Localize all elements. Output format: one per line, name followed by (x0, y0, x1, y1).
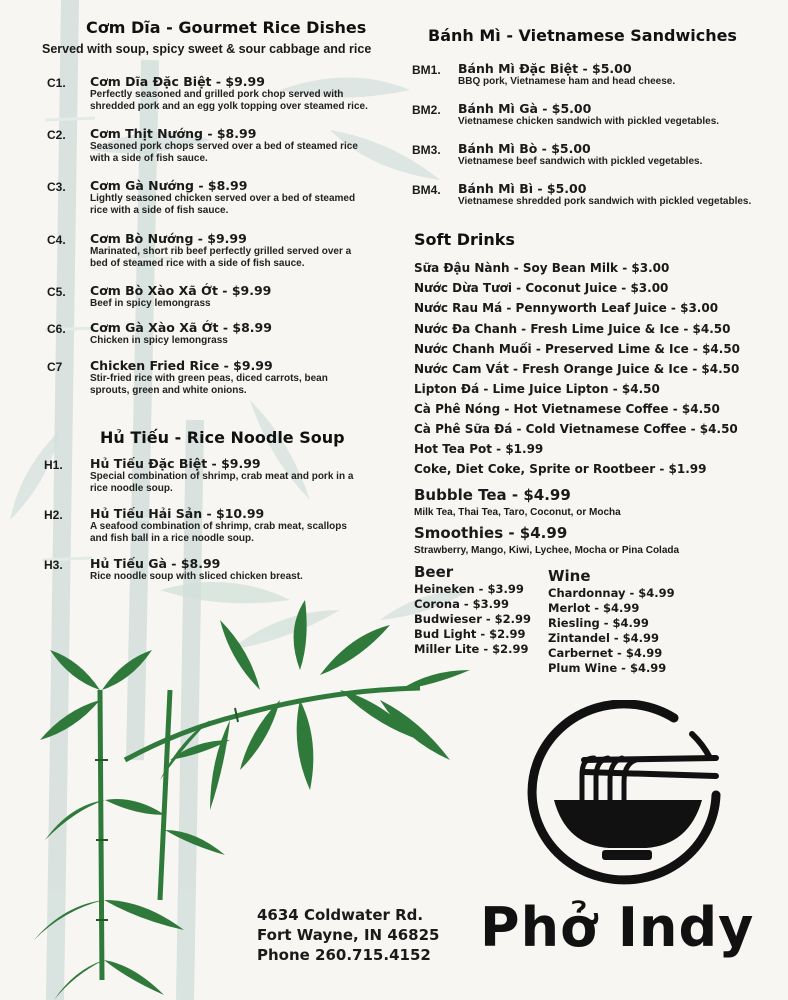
soft-drink-item: Cà Phê Nóng - Hot Vietnamese Coffee - $4.50 (414, 402, 720, 416)
address-city: Fort Wayne, IN 46825 (257, 926, 440, 944)
wine-item: Carbernet - $4.99 (548, 646, 663, 660)
item-code: BM2. (412, 103, 441, 117)
item-name: Hủ Tiếu Hải Sản - $10.99 (90, 506, 265, 521)
soft-drink-item: Sữa Đậu Nành - Soy Bean Milk - $3.00 (414, 261, 670, 275)
item-desc-line: with a side of fish sauce. (90, 153, 208, 164)
item-desc-line: Stir-fried rice with green peas, diced carrots, bean (90, 373, 328, 384)
soft-drink-item: Nước Dừa Tươi - Coconut Juice - $3.00 (414, 281, 669, 295)
item-desc-line: BBQ pork, Vietnamese ham and head cheese. (458, 76, 676, 87)
item-desc-line: shredded pork and an egg yolk topping over steamed rice. (90, 101, 368, 112)
item-desc-line: rice noodle soup. (90, 483, 173, 494)
item-desc-line: rice with a side of fish sauce. (90, 205, 229, 216)
beer-item: Budwieser - $2.99 (414, 612, 532, 626)
item-desc-line: sprouts, green and white onions. (90, 385, 247, 396)
soft-drink-item: Nước Đa Chanh - Fresh Lime Juice & Ice - $4.50 (414, 322, 731, 336)
item-name: Chicken Fried Rice - $9.99 (90, 358, 273, 373)
item-desc-line: and fish ball in a rice noodle soup. (90, 533, 254, 544)
wine-item: Merlot - $4.99 (548, 601, 640, 615)
item-name: Cơm Thịt Nướng - $8.99 (90, 126, 257, 141)
item-code: C1. (47, 76, 66, 90)
smoothies-flavors: Strawberry, Mango, Kiwi, Lychee, Mocha or Pina Colada (414, 545, 680, 556)
beer-title: Beer (414, 563, 454, 581)
item-name: Bánh Mì Gà - $5.00 (458, 101, 592, 116)
item-name: Cơm Dĩa Đặc Biệt - $9.99 (90, 74, 265, 89)
soft-drink-item: Nước Rau Má - Pennyworth Leaf Juice - $3.00 (414, 301, 719, 315)
soft-drink-item: Cà Phê Sữa Đá - Cold Vietnamese Coffee - $4.50 (414, 422, 738, 436)
item-code: H3. (44, 558, 63, 572)
smoothies-title: Smoothies - $4.99 (414, 524, 568, 542)
pho-bowl-icon (524, 700, 724, 890)
wine-title: Wine (548, 567, 591, 585)
beer-item: Corona - $3.99 (414, 597, 510, 611)
item-code: C5. (47, 285, 66, 299)
item-code: C7 (47, 360, 63, 374)
item-desc-line: Vietnamese shredded pork sandwich with pickled vegetables. (458, 196, 752, 207)
soft-drink-item: Nước Chanh Muối - Preserved Lime & Ice - $4.50 (414, 342, 741, 356)
beer-item: Heineken - $3.99 (414, 582, 524, 596)
item-desc-line: A seafood combination of shrimp, crab meat, scallops (90, 521, 347, 532)
rice-section-title: Cơm Dĩa - Gourmet Rice Dishes (86, 18, 367, 37)
wine-item: Zintandel - $4.99 (548, 631, 660, 645)
item-name: Cơm Gà Nướng - $8.99 (90, 178, 248, 193)
item-name: Hủ Tiếu Đặc Biệt - $9.99 (90, 456, 261, 471)
bubble-tea-title: Bubble Tea - $4.99 (414, 486, 571, 504)
item-code: C4. (47, 233, 66, 247)
item-code: H2. (44, 508, 63, 522)
item-code: BM1. (412, 63, 441, 77)
soft-drink-item: Lipton Đá - Lime Juice Lipton - $4.50 (414, 382, 660, 396)
wine-item: Plum Wine - $4.99 (548, 661, 667, 675)
beer-item: Bud Light - $2.99 (414, 627, 526, 641)
item-name: Cơm Gà Xào Xã Ớt - $8.99 (90, 320, 272, 335)
item-desc-line: Beef in spicy lemongrass (90, 298, 211, 309)
wine-item: Riesling - $4.99 (548, 616, 649, 630)
address-phone: Phone 260.715.4152 (257, 946, 431, 964)
wine-item: Chardonnay - $4.99 (548, 586, 675, 600)
item-desc-line: Vietnamese chicken sandwich with pickled vegetables. (458, 116, 720, 127)
item-name: Bánh Mì Bò - $5.00 (458, 141, 591, 156)
rice-section-subtitle: Served with soup, spicy sweet & sour cabbage and rice (42, 42, 372, 56)
item-desc-line: Marinated, short rib beef perfectly grilled served over a (90, 246, 352, 257)
item-desc-line: Chicken in spicy lemongrass (90, 335, 228, 346)
item-name: Cơm Bò Nướng - $9.99 (90, 231, 247, 246)
item-code: BM4. (412, 183, 441, 197)
banhmi-section-title: Bánh Mì - Vietnamese Sandwiches (428, 26, 737, 45)
address-street: 4634 Coldwater Rd. (257, 906, 424, 924)
item-desc-line: Vietnamese beef sandwich with pickled vegetables. (458, 156, 703, 167)
item-code: C3. (47, 180, 66, 194)
item-name: Hủ Tiếu Gà - $8.99 (90, 556, 221, 571)
item-desc-line: Special combination of shrimp, crab meat and pork in a (90, 471, 354, 482)
beer-item: Miller Lite - $2.99 (414, 642, 529, 656)
item-name: Bánh Mì Bì - $5.00 (458, 181, 587, 196)
brand-name: Phở Indy (480, 896, 755, 959)
item-code: H1. (44, 458, 63, 472)
item-desc-line: Perfectly seasoned and grilled pork chop served with (90, 89, 344, 100)
item-name: Cơm Bò Xào Xã Ớt - $9.99 (90, 283, 272, 298)
item-name: Bánh Mì Đặc Biệt - $5.00 (458, 61, 632, 76)
item-code: BM3. (412, 143, 441, 157)
soft-drinks-title: Soft Drinks (414, 230, 515, 249)
item-desc-line: Seasoned pork chops served over a bed of steamed rice (90, 141, 358, 152)
soft-drink-item: Hot Tea Pot - $1.99 (414, 442, 544, 456)
soft-drink-item: Nước Cam Vắt - Fresh Orange Juice & Ice - $4.50 (414, 362, 740, 376)
item-code: C2. (47, 128, 66, 142)
noodle-section-title: Hủ Tiếu - Rice Noodle Soup (100, 428, 345, 447)
soft-drink-item: Coke, Diet Coke, Sprite or Rootbeer - $1.99 (414, 462, 707, 476)
item-desc-line: bed of steamed rice with a side of fish sauce. (90, 258, 305, 269)
item-desc-line: Rice noodle soup with sliced chicken breast. (90, 571, 303, 582)
item-code: C6. (47, 322, 66, 336)
bubble-tea-flavors: Milk Tea, Thai Tea, Taro, Coconut, or Mocha (414, 507, 621, 518)
item-desc-line: Lightly seasoned chicken served over a bed of steamed (90, 193, 356, 204)
